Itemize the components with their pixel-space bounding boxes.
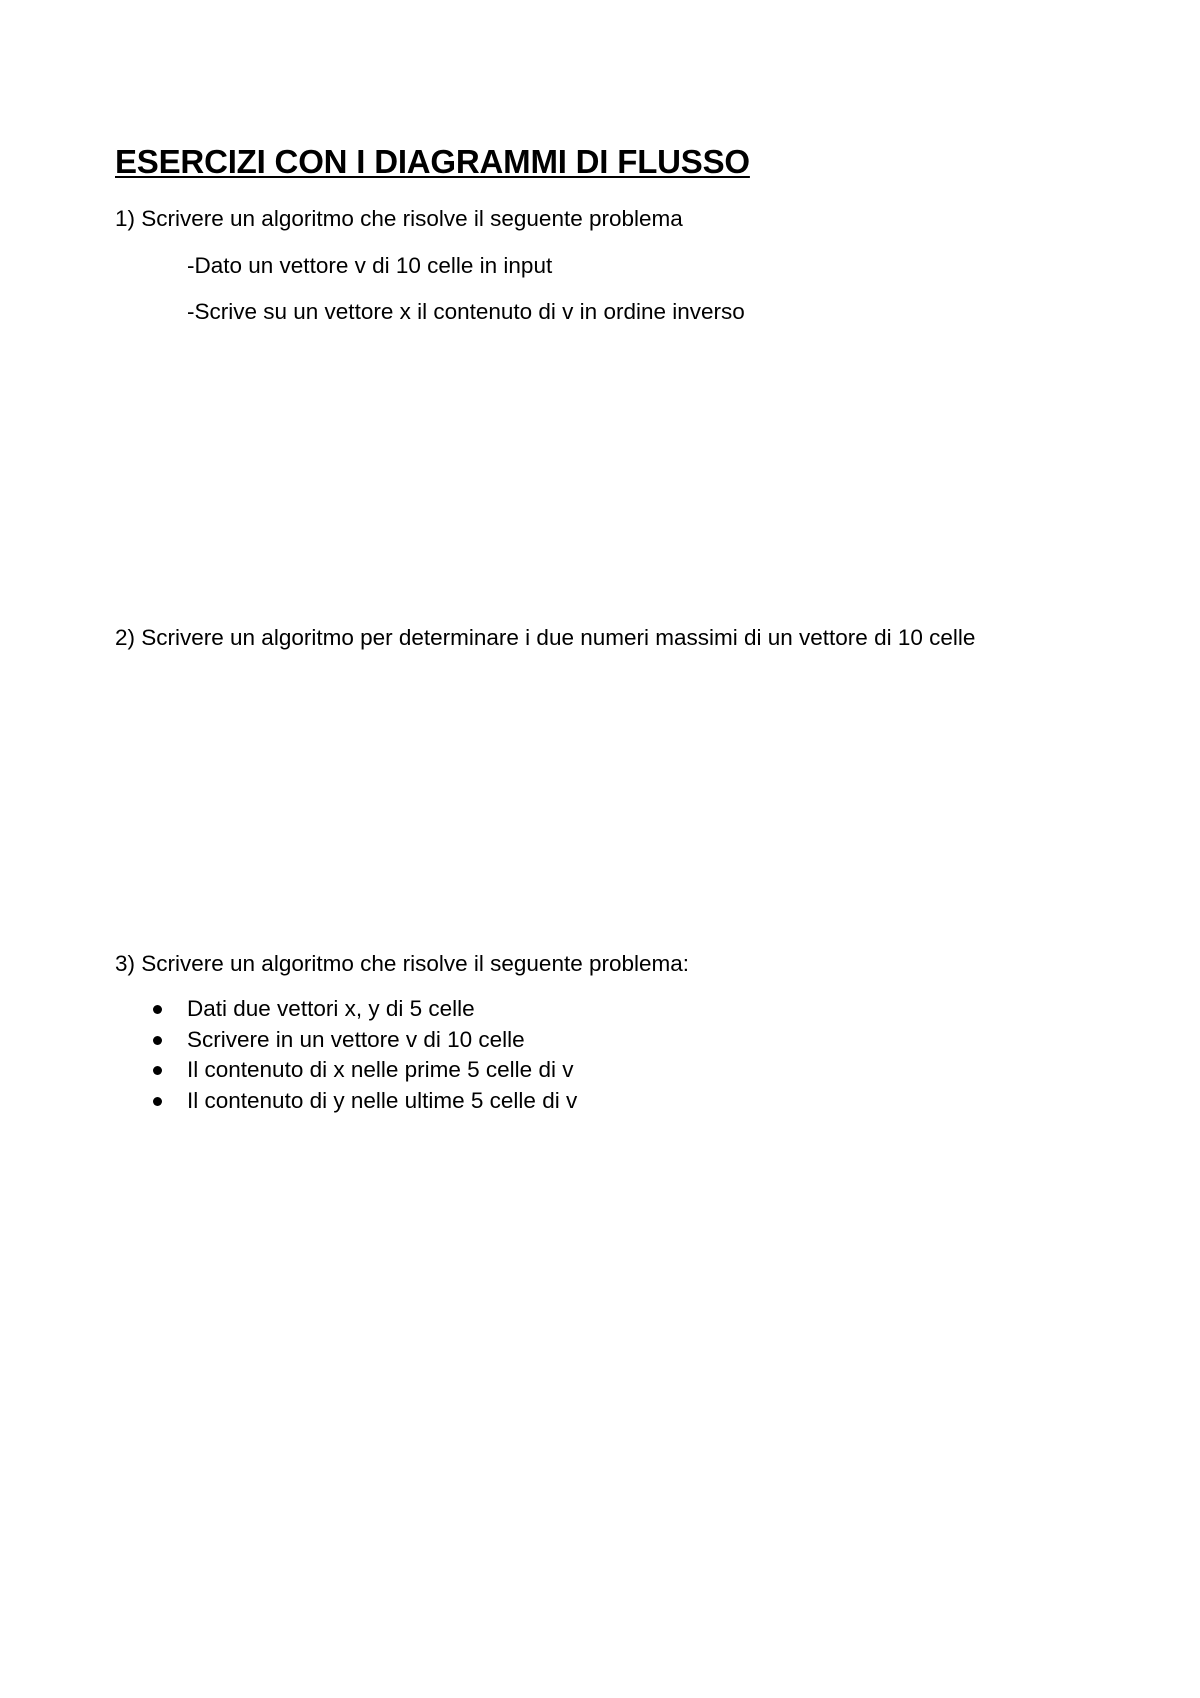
exercise-1-item: -Dato un vettore v di 10 celle in input <box>187 253 553 278</box>
bullet-icon <box>153 1036 162 1045</box>
bullet-text: Dati due vettori x, y di 5 celle <box>187 996 475 1021</box>
bullet-icon <box>153 1066 162 1075</box>
exercise-2-statement: 2) Scrivere un algoritmo per determinare i due numeri massimi di un vettore di 10 celle <box>115 625 976 650</box>
bullet-icon <box>153 1005 162 1014</box>
exercise-1-item: -Scrive su un vettore x il contenuto di v in ordine inverso <box>187 299 745 324</box>
exercise-3-statement: 3) Scrivere un algoritmo che risolve il seguente problema: <box>115 951 690 976</box>
bullet-icon <box>153 1097 162 1106</box>
bullet-text: Il contenuto di y nelle ultime 5 celle di v <box>187 1087 578 1113</box>
page-title: ESERCIZI CON I DIAGRAMMI DI FLUSSO <box>115 143 750 180</box>
bullet-text: Il contenuto di x nelle prime 5 celle di v <box>187 1057 574 1082</box>
bullet-text: Scrivere in un vettore v di 10 celle <box>187 1026 525 1052</box>
exercise-1-statement: 1) Scrivere un algoritmo che risolve il seguente problema <box>115 206 683 231</box>
